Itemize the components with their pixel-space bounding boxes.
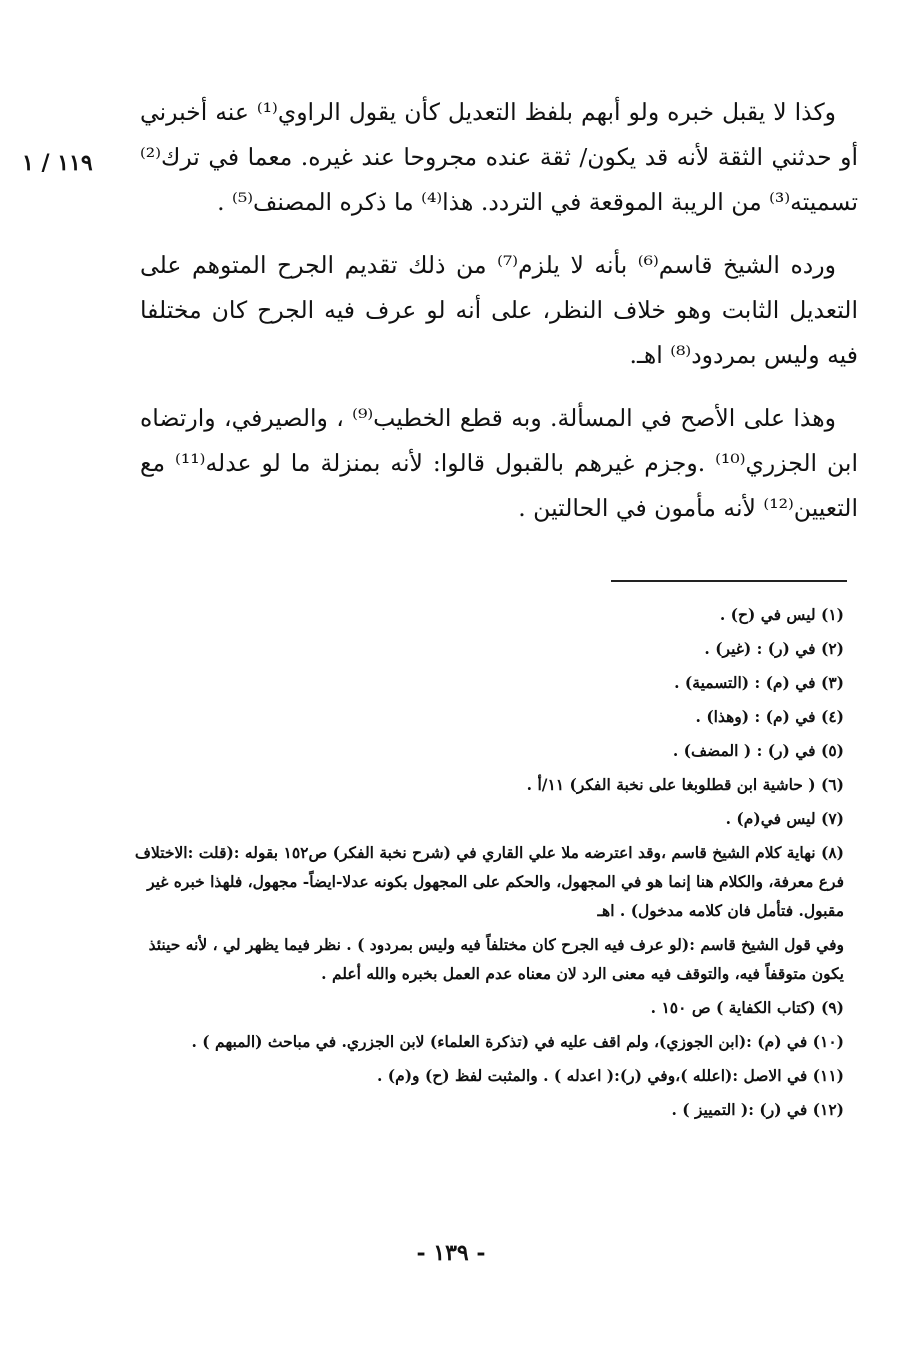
footnotes <box>132 600 844 1129</box>
paragraph: ورده الشيخ قاسم⁽⁶⁾ بأنه لا يلزم⁽⁷⁾ من ذلك تقديم الجرح المتوهم على التعديل الثابت وهو خلاف النظر، على أنه لو عرف فيه الجرح كان مختلفا فيه وليس بمردود⁽⁸⁾ اهـ. <box>140 251 858 369</box>
footnote: (٧) ليس في(م) . <box>725 809 844 828</box>
footnote: (١٠) في (م) :(ابن الجوزي)، ولم اقف عليه في (تذكرة العلماء) لابن الجزري. في مباحث (المبهم ) . <box>191 1032 844 1051</box>
footnote: (٩) (كتاب الكفاية ) ص ١٥٠ . <box>650 998 844 1017</box>
footnote: (٦) ( حاشية ابن قطلوبغا على نخبة الفكر) ١١/أ . <box>526 775 844 794</box>
paragraph: وكذا لا يقبل خبره ولو أبهم بلفظ التعديل كأن يقول الراوي⁽¹⁾ عنه أخبرني أو حدثني الثقة لأنه قد يكون/ ثقة عنده مجروحا عند غيره. معما في ترك⁽²⁾ تسميته⁽³⁾ من الريبة الموقعة في التردد. هذا⁽⁴⁾ ما ذكره المصنف⁽⁵⁾ . <box>140 98 858 216</box>
page-number: - ١٣٩ - <box>416 1240 486 1266</box>
footnote-divider <box>611 580 847 582</box>
main-text <box>140 90 858 549</box>
paragraph: وهذا على الأصح في المسألة. وبه قطع الخطيب⁽⁹⁾ ، والصيرفي، وارتضاه ابن الجزري⁽¹⁰⁾ .وجزم غيرهم بالقبول قالوا: لأنه بمنزلة ما لو عدله⁽¹¹⁾ مع التعيين⁽¹²⁾ لأنه مأمون في الحالتين . <box>140 404 858 522</box>
footnote-continuation: وفي قول الشيخ قاسم :(لو عرف فيه الجرح كان مختلفاً فيه وليس بمردود ) . نظر فيما يظهر لي ، لأنه حينئذ يكون متوقفاً فيه، والتوقف فيه معنى الرد لان معناه عدم العمل بخبره والله أعلم . <box>148 935 844 983</box>
manuscript-folio-marker: ١١٩ / ١ <box>22 150 93 176</box>
footnote: (٢) في (ر) : (غير) . <box>704 639 844 658</box>
footnote: (١) ليس في (ح) . <box>719 605 844 624</box>
footnote: (١١) في الاصل :(اعلله )،وفي (ر):( اعدله ) . والمثبت لفظ (ح) و(م) . <box>377 1066 844 1085</box>
footnote: (٥) في (ر) : ( المضف) . <box>672 741 844 760</box>
footnote: (٤) في (م) : (وهذا) . <box>695 707 844 726</box>
footnote: (١٢) في (ر) :( التمييز ) . <box>671 1100 844 1119</box>
footnote: (٨) نهاية كلام الشيخ قاسم ،وقد اعترضه ملا علي القاري في (شرح نخبة الفكر) ص١٥٢ بقوله :(قلت :الاختلاف فرع معرفة، والكلام هنا إنما هو في المجهول، والحكم على المجهول بكونه عدلا-ايضاً- مجهول، فلهذا خبره غير مقبول. فتأمل فان كلامه مدخول) . اهـ <box>134 843 844 920</box>
footnote: (٣) في (م) : (التسمية) . <box>674 673 844 692</box>
